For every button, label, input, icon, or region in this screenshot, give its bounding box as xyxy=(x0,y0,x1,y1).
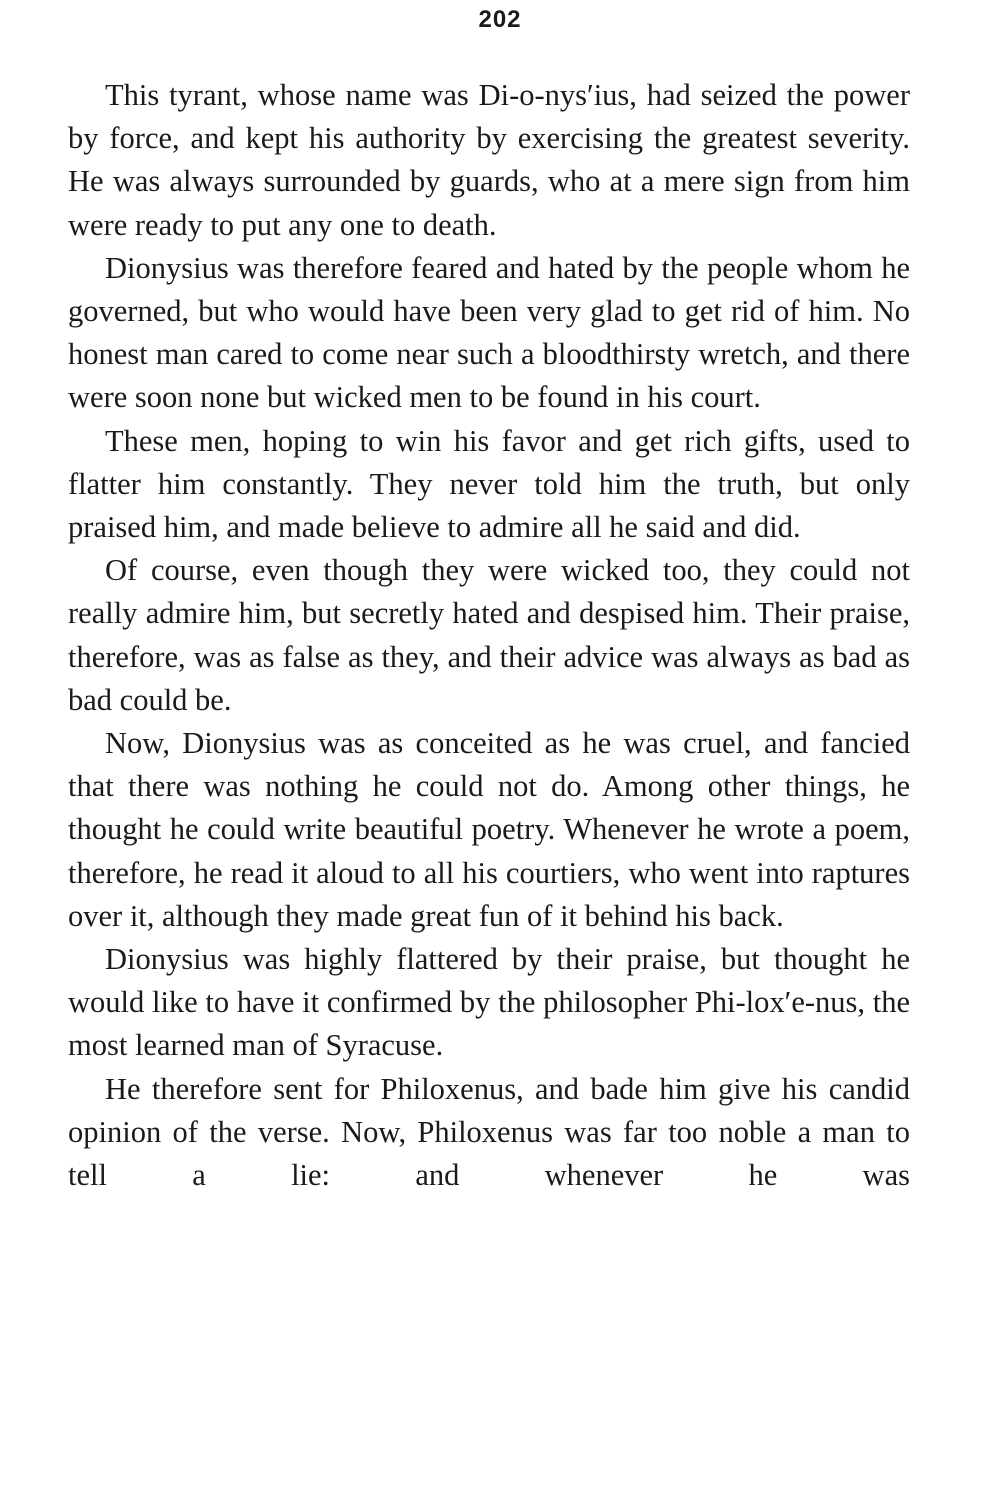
paragraph: Dionysius was therefore feared and hated by the people whom he governed, but who would have been very glad to get rid of him. No honest man cared to come near such a bloodthirsty wretch, and there were soon none but wicked men to be found in his court. xyxy=(68,250,910,415)
paragraph: This tyrant, whose name was Di-o-nys′ius, had seized the power by force, and kept his authority by exercising the greatest severity. He was always surrounded by guards, who at a mere sign from him were ready to put any one to death. xyxy=(68,78,910,242)
body-text xyxy=(68,74,910,1197)
paragraph: He therefore sent for Philoxenus, and bade him give his candid opinion of the verse. Now, Philoxenus was far too noble a man to tell a lie: and whenever he was xyxy=(68,1071,910,1193)
paragraph: Dionysius was highly flattered by their praise, but thought he would like to have it confirmed by the philosopher Phi-lox′e-nus, the most learned man of Syracuse. xyxy=(68,942,910,1063)
page-number: 202 xyxy=(478,6,522,33)
paragraph: Now, Dionysius was as conceited as he was cruel, and fancied that there was nothing he could not do. Among other things, he thought he could write beautiful poetry. Whenever he wrote a poem, therefore, he read it aloud to all his courtiers, who went into raptures over it, although they made great fun of it behind his back. xyxy=(68,726,910,933)
paragraph: Of course, even though they were wicked too, they could not really admire him, but secretly hated and despised him. Their praise, therefore, was as false as they, and their advice was always as bad as bad could be. xyxy=(68,553,910,717)
paragraph: These men, hoping to win his favor and get rich gifts, used to flatter him constantly. They never told him the truth, but only praised him, and made believe to admire all he said and did. xyxy=(68,423,910,545)
